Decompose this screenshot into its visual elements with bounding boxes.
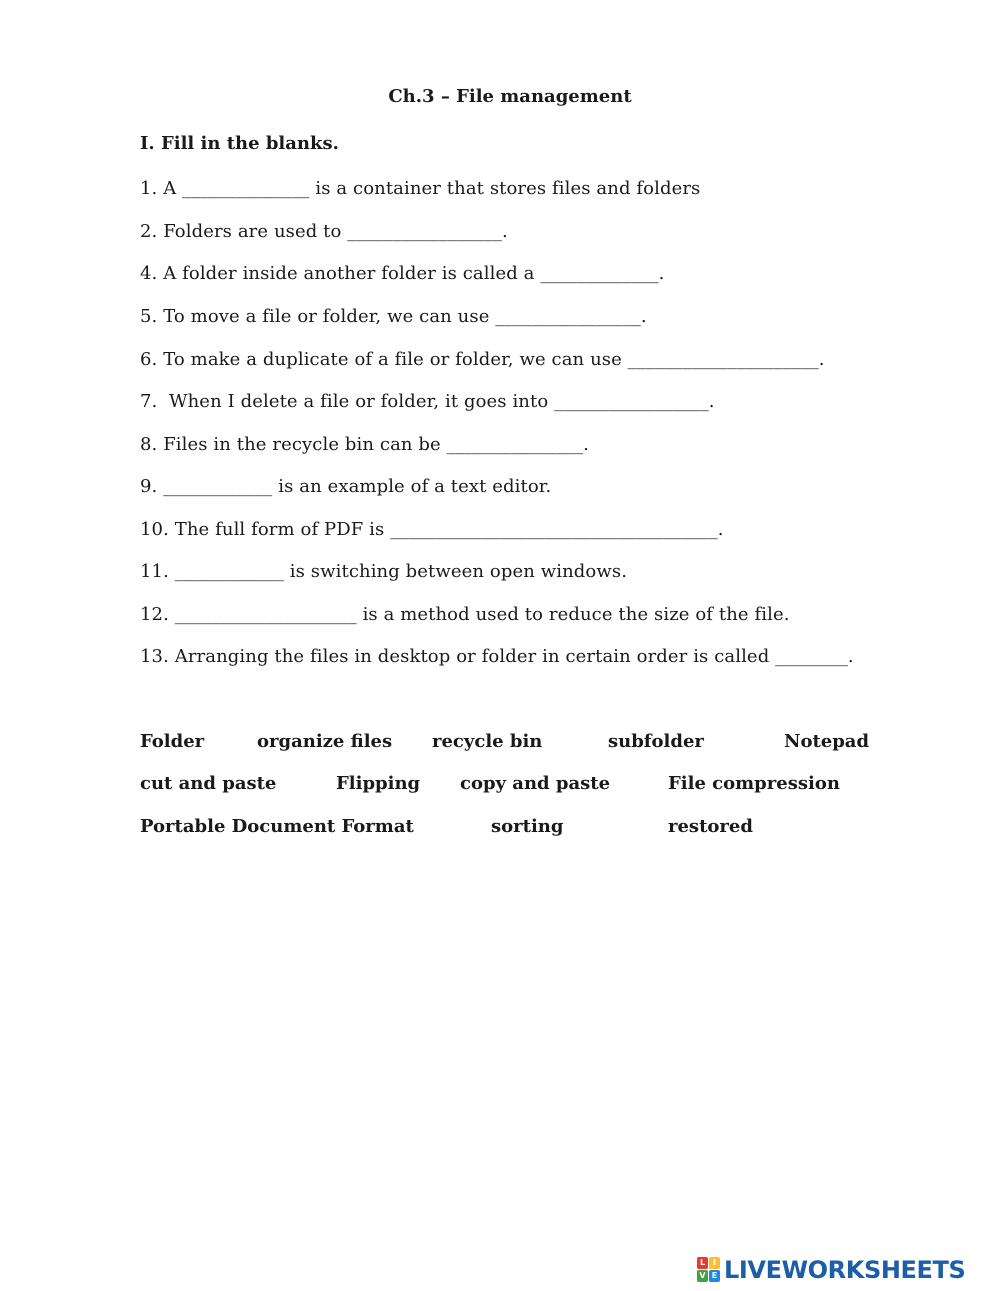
word-bank-item: Notepad [784,731,870,752]
question-13: 13. Arranging the files in desktop or folder in certain order is called ________. [140,646,854,667]
word-bank-item: Flipping [336,773,421,794]
question-5: 5. To move a file or folder, we can use ________________. [140,306,647,327]
question-7: 7. When I delete a file or folder, it goes into _________________. [140,391,715,412]
word-bank-item: organize files [257,731,393,752]
word-bank-item: copy and paste [460,773,611,794]
question-10: 10. The full form of PDF is ____________________________________. [140,519,724,540]
question-11: 11. ____________ is switching between open windows. [140,561,628,582]
liveworksheets-logo-icon: L I V E [697,1257,721,1283]
word-bank-item: recycle bin [432,731,543,752]
question-1: 1. A ______________ is a container that stores files and folders [140,178,701,199]
question-6: 6. To make a duplicate of a file or folder, we can use _____________________. [140,349,825,370]
word-bank-item: Portable Document Format [140,816,414,837]
word-bank-item: subfolder [608,731,704,752]
word-bank-item: cut and paste [140,773,277,794]
section-heading: I. Fill in the blanks. [140,133,339,154]
question-2: 2. Folders are used to _________________. [140,221,508,242]
word-bank-item: restored [668,816,753,837]
word-bank-item: File compression [668,773,840,794]
liveworksheets-logo [697,1255,965,1285]
question-8: 8. Files in the recycle bin can be _______________. [140,434,589,455]
question-4: 4. A folder inside another folder is called a _____________. [140,263,665,284]
word-bank-item: Folder [140,731,205,752]
question-12: 12. ____________________ is a method used to reduce the size of the file. [140,604,790,625]
word-bank-item: sorting [491,816,564,837]
liveworksheets-wordmark: LIVEWORKSHEETS [724,1256,966,1284]
document-title: Ch.3 – File management [388,86,632,107]
question-9: 9. ____________ is an example of a text editor. [140,476,552,497]
